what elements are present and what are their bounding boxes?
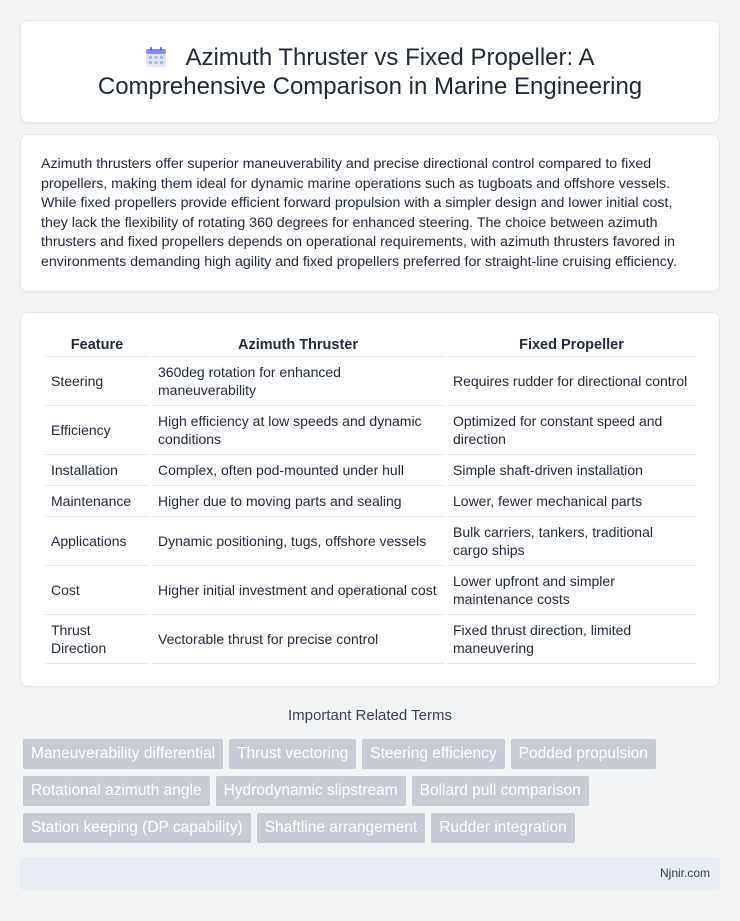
table-cell: Cost — [45, 566, 149, 615]
table-cell: Simple shaft-driven installation — [447, 455, 696, 486]
column-header-feature: Feature — [45, 334, 149, 357]
table-cell: Higher initial investment and operational cost — [152, 566, 444, 615]
term-tag[interactable]: Shaftline arrangement — [257, 813, 426, 843]
table-cell: Higher due to moving parts and sealing — [152, 486, 444, 517]
footer-site-link[interactable]: Njnir.com — [659, 866, 710, 880]
term-tag[interactable]: Podded propulsion — [511, 739, 656, 769]
table-cell: Complex, often pod-mounted under hull — [152, 455, 444, 486]
table-cell: Vectorable thrust for precise control — [152, 615, 444, 664]
column-header-fixed: Fixed Propeller — [447, 334, 696, 357]
term-tag[interactable]: Bollard pull comparison — [412, 776, 589, 806]
calendar-grid-icon — [145, 46, 167, 68]
related-terms-title: Important Related Terms — [288, 707, 452, 724]
table-cell: Lower, fewer mechanical parts — [447, 486, 696, 517]
page-title-wrap — [21, 43, 719, 101]
table-cell: 360deg rotation for enhanced maneuverability — [152, 357, 444, 406]
table-row — [45, 486, 696, 517]
column-header-azimuth: Azimuth Thruster — [152, 334, 444, 357]
table-cell: Lower upfront and simpler maintenance costs — [447, 566, 696, 615]
comparison-table-card — [20, 312, 720, 687]
term-tag[interactable]: Rotational azimuth angle — [23, 776, 210, 806]
term-tag[interactable]: Rudder integration — [431, 813, 575, 843]
table-row — [45, 615, 696, 664]
table-cell: Maintenance — [45, 486, 149, 517]
table-header-row — [45, 334, 696, 357]
table-cell: Thrust Direction — [45, 615, 149, 664]
term-tag[interactable]: Hydrodynamic slipstream — [216, 776, 406, 806]
page-title: Azimuth Thruster vs Fixed Propeller: A Comprehensive Comparison in Marine Engineering — [97, 44, 643, 100]
term-tag[interactable]: Steering efficiency — [362, 739, 504, 769]
comparison-table — [42, 334, 699, 664]
table-cell: Installation — [45, 455, 149, 486]
intro-paragraph: Azimuth thrusters offer superior maneuverability and precise directional control compared to fixed propellers, making them ideal for dynamic marine operations such as tugboats and offshore vessels. While fixed propellers provide efficient forward propulsion with a simpler design and lower initial cost, they lack the flexibility of rotating 360 degrees for enhanced steering. The choice between azimuth thrusters and fixed propellers depends on operational requirements, with azimuth thrusters favored in environments demanding high agility and fixed propellers preferred for straight-line cruising efficiency. — [41, 156, 677, 270]
table-cell: Optimized for constant speed and direction — [447, 406, 696, 455]
footer-bar — [20, 857, 720, 890]
table-cell: High efficiency at low speeds and dynamic conditions — [152, 406, 444, 455]
table-cell: Fixed thrust direction, limited maneuvering — [447, 615, 696, 664]
table-row — [45, 455, 696, 486]
table-row — [45, 357, 696, 406]
term-tag[interactable]: Station keeping (DP capability) — [23, 813, 251, 843]
table-cell: Steering — [45, 357, 149, 406]
table-cell: Requires rudder for directional control — [447, 357, 696, 406]
header-card — [20, 20, 720, 123]
table-cell: Dynamic positioning, tugs, offshore vessels — [152, 517, 444, 566]
table-cell: Applications — [45, 517, 149, 566]
term-tag[interactable]: Thrust vectoring — [229, 739, 356, 769]
table-cell: Bulk carriers, tankers, traditional cargo ships — [447, 517, 696, 566]
intro-card — [20, 134, 720, 292]
term-tag[interactable]: Maneuverability differential — [23, 739, 223, 769]
table-cell: Efficiency — [45, 406, 149, 455]
table-row — [45, 517, 696, 566]
related-terms-list — [23, 739, 723, 843]
table-row — [45, 406, 696, 455]
table-row — [45, 566, 696, 615]
